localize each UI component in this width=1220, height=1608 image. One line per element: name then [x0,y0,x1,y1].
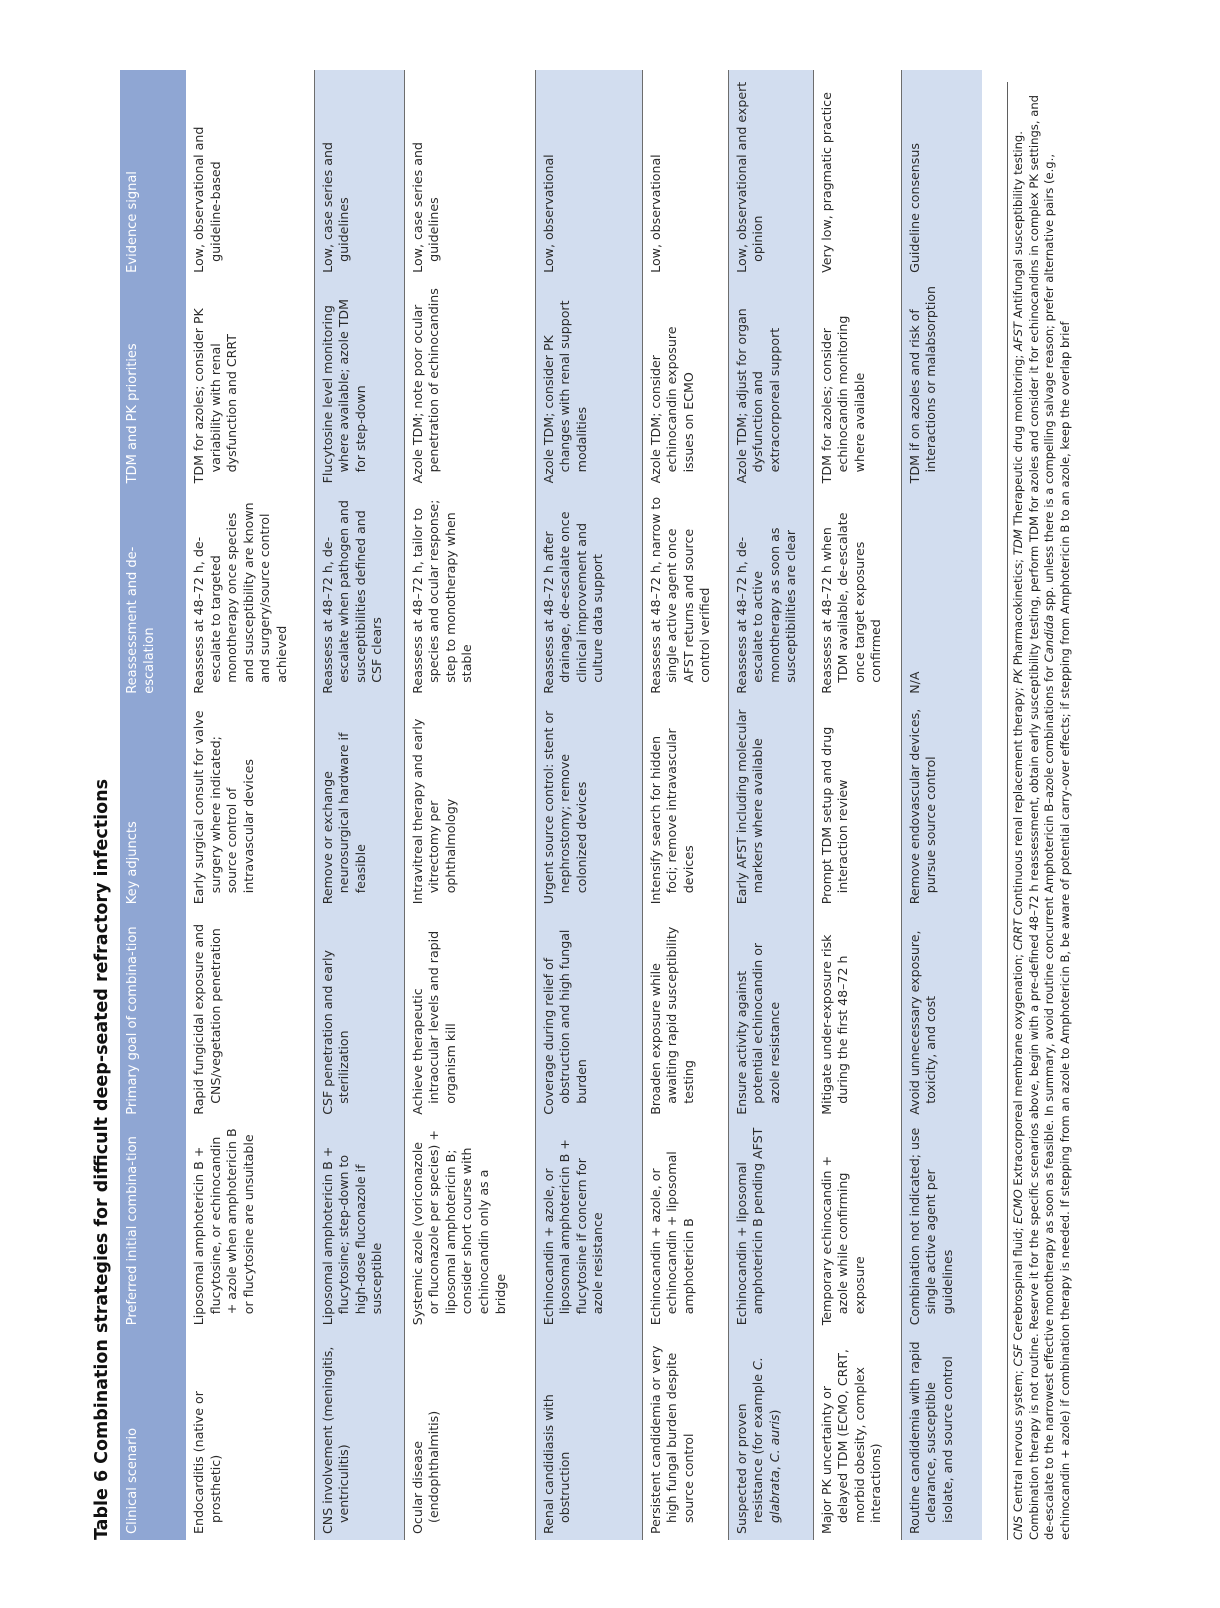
cell-primary-goal-text: Broaden exposure while awaiting rapid susceptibility testing [647,926,696,1115]
cell-tdm-pk-text: Azole TDM; consider echinocandin exposure issues on ECMO [647,326,696,484]
cell-preferred-combination-text: Liposomal amphotericin B + flucytosine, or echinocandin + azole when amphotericin B or flucytosine are unsuitable [191,1128,256,1326]
cell-clinical-scenario-text: Persistent candidemia or very high fungal burden despite source control [647,1345,696,1534]
table-row [728,70,813,1540]
cell-evidence-signal-text: Very low, pragmatic practice [818,92,834,273]
cell-evidence-signal-text: Low, observational and guideline-based [191,126,223,273]
cell-tdm-pk-text: Azole TDM; note poor ocular penetration of echinocandins [409,288,442,484]
cell-preferred-combination [642,1121,728,1331]
cell-tdm-pk [535,279,642,489]
table-row [535,70,642,1540]
cell-evidence-signal [404,70,535,279]
cell-primary-goal-text: Coverage during relief of obstruction and high fungal burden [540,929,589,1115]
cell-key-adjuncts [314,700,404,910]
cell-reassessment [901,489,982,699]
rotated-table-container [85,70,1085,1540]
cell-key-adjuncts [642,700,728,910]
cell-clinical-scenario-text: CNS involvement (meningitis, ventriculitis) [319,1346,352,1534]
table-title-text: Combination strategies for difficult deep-seated refractory infections [92,778,112,1464]
cell-preferred-combination [813,1121,901,1331]
cell-clinical-scenario-text: Routine candidemia with rapid clearance, susceptible isolate, and source control [906,1341,955,1534]
cell-evidence-signal-text: Guideline consensus [906,143,922,273]
cell-primary-goal-text: Ensure activity against potential echinocandin or azole resistance [733,942,782,1115]
cell-preferred-combination-text: Echinocandin + azole, or liposomal amphotericin B + flucytosine if concern for azole resistance [540,1139,606,1326]
cell-clinical-scenario [314,1331,404,1540]
cell-key-adjuncts [813,700,901,910]
cell-key-adjuncts-text: Early AFST including molecular markers where available [733,709,766,905]
header-evidence-signal: Evidence signal [120,70,186,279]
cell-tdm-pk-text: TDM for azoles; consider PK variability with renal dysfunction and CRRT [191,308,240,484]
cell-evidence-signal-text: Low, observational [540,154,556,273]
cell-primary-goal [642,910,728,1120]
cell-preferred-combination-text: Combination not indicated; use single active agent per guidelines [906,1127,955,1326]
cell-preferred-combination-text: Echinocandin + liposomal amphotericin B pending AFST [733,1127,766,1326]
table-row [314,70,404,1540]
cell-reassessment-text: Reassess at 48–72 h, narrow to single active agent once AFST returns and source control verified [647,496,713,694]
cell-preferred-combination [728,1121,813,1331]
cell-key-adjuncts-text: Early surgical consult for valve surgery where indicated; source control of intravascular devices [191,710,256,905]
table-row [404,70,535,1540]
cell-reassessment [314,489,404,699]
cell-primary-goal-text: CSF penetration and early sterilization [319,950,352,1115]
header-tdm-pk: TDM and PK priorities [120,279,186,489]
cell-reassessment [404,489,535,699]
cell-key-adjuncts [535,700,642,910]
cell-evidence-signal-text: Low, observational and expert opinion [733,81,766,273]
header-key-adjuncts: Key adjuncts [120,700,186,910]
cell-preferred-combination-text: Echinocandin + azole, or echinocandin + liposomal amphotericin B [647,1151,696,1326]
cell-preferred-combination [535,1121,642,1331]
table-title [85,70,119,1540]
cell-key-adjuncts-text: Intensify search for hidden foci; remove intravascular devices [647,728,696,905]
cell-evidence-signal [901,70,982,279]
table-row [813,70,901,1540]
cell-key-adjuncts-text: Remove endovascular devices, pursue source control [906,708,939,905]
cell-primary-goal-text: Mitigate under-exposure risk during the first 48–72 h [818,934,851,1115]
cell-preferred-combination-text: Liposomal amphotericin B + flucytosine; step-down to high-dose fluconazole if susceptible [319,1146,385,1326]
cell-tdm-pk [728,279,813,489]
cell-primary-goal [314,910,404,1120]
cell-clinical-scenario [186,1331,314,1540]
cell-key-adjuncts-text: Urgent source control: stent or nephrostomy; remove colonized devices [540,710,589,905]
cell-key-adjuncts [901,700,982,910]
cell-evidence-signal-text: Low, case series and guidelines [409,142,442,273]
cell-reassessment-text: Reassess at 48–72 h, de-escalate when pathogen and susceptibilities defined and CSF clears [319,500,385,694]
cell-preferred-combination [186,1121,314,1331]
cell-evidence-signal [535,70,642,279]
table-row [186,70,314,1540]
cell-evidence-signal [186,70,314,279]
cell-primary-goal-text: Achieve therapeutic intraocular levels and rapid organism kill [409,930,458,1115]
table-footnote: CNS Central nervous system; CSF Cerebrospinal fluid; ECMO Extracorporeal membrane oxygenation; CRRT Continuous renal replacement therapy; PK Pharmacokinetics; TDM Therapeutic drug monitoring; AFST Antifungal susceptibility testing. Combination therapy is not routine. Reserve it for the specific scenarios above, begin with a pre-defined 48–72 h reassessment, obtain early susceptibility testing, perform TDM for azoles and consider it for echinocandins in complex PK settings, and de-escalate to the narrowest effective monotherapy as soon as feasible. In summary, avoid routine concurrent Amphotericin B–azole combinations for Candida spp. unless there is a compelling salvage reason; prefer alternative pairs (e.g., echinocandin + azole) if combination therapy is needed. If stepping from an azole to Amphotericin B, be aware of potential carry-over effects; if stepping from Amphotericin B to an azole, keep the overlap brief [1007,82,1073,1540]
cell-key-adjuncts-text: Prompt TDM setup and drug interaction review [818,726,851,905]
cell-primary-goal [186,910,314,1120]
table-number: Table 6 [92,1469,112,1540]
header-primary-goal: Primary goal of combina-tion [120,910,186,1120]
cell-reassessment-text: N/A [906,671,922,694]
cell-tdm-pk [314,279,404,489]
cell-evidence-signal [314,70,404,279]
cell-evidence-signal [813,70,901,279]
table-row [642,70,728,1540]
cell-reassessment-text: Reassess at 48–72 h when TDM available, de-escalate once target exposures confirmed [818,512,884,694]
table-row [901,70,982,1540]
cell-primary-goal [728,910,813,1120]
cell-primary-goal-text: Rapid fungicidal exposure and CNS/vegetation penetration [191,923,223,1115]
cell-clinical-scenario [535,1331,642,1540]
cell-evidence-signal-text: Low, observational [647,154,663,273]
cell-preferred-combination-text: Temporary echinocandin + azole while confirming exposure [818,1155,867,1326]
cell-primary-goal [535,910,642,1120]
cell-clinical-scenario-text: Major PK uncertainty or delayed TDM (ECMO, CRRT, morbid obesity, complex interactions) [818,1349,884,1534]
cell-clinical-scenario-text: Suspected or proven resistance (for example C. glabrata, C. auris) [733,1357,782,1534]
cell-reassessment [642,489,728,699]
cell-reassessment [186,489,314,699]
cell-primary-goal-text: Avoid unnecessary exposure, toxicity, and cost [906,930,939,1115]
header-preferred-combination: Preferred initial combina-tion [120,1121,186,1331]
cell-tdm-pk-text: Azole TDM; adjust for organ dysfunction and extracorporeal support [733,308,782,484]
cell-tdm-pk [813,279,901,489]
cell-tdm-pk-text: TDM if on azoles and risk of interactions or malabsorption [906,285,939,484]
cell-tdm-pk-text: Azole TDM; consider PK changes with renal support modalities [540,300,589,484]
cell-preferred-combination [314,1121,404,1331]
cell-clinical-scenario-text: Renal candidiasis with obstruction [540,1394,573,1534]
cell-evidence-signal [728,70,813,279]
cell-key-adjuncts-text: Remove or exchange neurosurgical hardware if feasible [319,732,368,905]
cell-key-adjuncts [404,700,535,910]
cell-reassessment [728,489,813,699]
cell-key-adjuncts [186,700,314,910]
cell-clinical-scenario [813,1331,901,1540]
cell-reassessment-text: Reassess at 48–72 h after drainage, de-escalate once clinical improvement and culture data support [540,511,606,694]
cell-clinical-scenario [901,1331,982,1540]
cell-preferred-combination [901,1121,982,1331]
cell-preferred-combination-text: Systemic azole (voriconazole or fluconazole per species) + liposomal amphotericin B; consider short course with echinocandin only as a bridge [409,1130,508,1326]
cell-evidence-signal [642,70,728,279]
cell-evidence-signal-text: Low, case series and guidelines [319,142,352,273]
table-header-row [120,70,186,1540]
header-reassessment: Reassessment and de-escalation [120,489,186,699]
cell-clinical-scenario-text: Endocarditis (native or prosthetic) [191,1391,223,1534]
cell-tdm-pk [901,279,982,489]
cell-reassessment [813,489,901,699]
cell-primary-goal [813,910,901,1120]
combination-strategies-table [120,70,982,1540]
cell-primary-goal [404,910,535,1120]
cell-tdm-pk [642,279,728,489]
cell-primary-goal [901,910,982,1120]
cell-tdm-pk-text: Flucytosine level monitoring where available; azole TDM for step-down [319,299,368,484]
cell-preferred-combination [404,1121,535,1331]
cell-key-adjuncts-text: Intravitreal therapy and early vitrectomy per ophthalmology [409,718,458,905]
cell-clinical-scenario [404,1331,535,1540]
cell-tdm-pk [404,279,535,489]
cell-clinical-scenario [728,1331,813,1540]
cell-reassessment [535,489,642,699]
cell-clinical-scenario-text: Ocular disease (endophthalmitis) [409,1410,442,1534]
header-clinical-scenario: Clinical scenario [120,1331,186,1540]
cell-reassessment-text: Reassess at 48–72 h, tailor to species and ocular response; step to monotherapy when stable [409,499,475,694]
cell-tdm-pk-text: TDM for azoles; consider echinocandin monitoring where available [818,315,867,484]
cell-reassessment-text: Reassess at 48–72 h, de-escalate to targeted monotherapy once species and susceptibility are known and surgery/source control achieved [191,502,290,694]
cell-key-adjuncts [728,700,813,910]
cell-clinical-scenario [642,1331,728,1540]
cell-tdm-pk [186,279,314,489]
cell-reassessment-text: Reassess at 48–72 h, de-escalate to active monotherapy as soon as susceptibilities are clear [733,527,799,694]
